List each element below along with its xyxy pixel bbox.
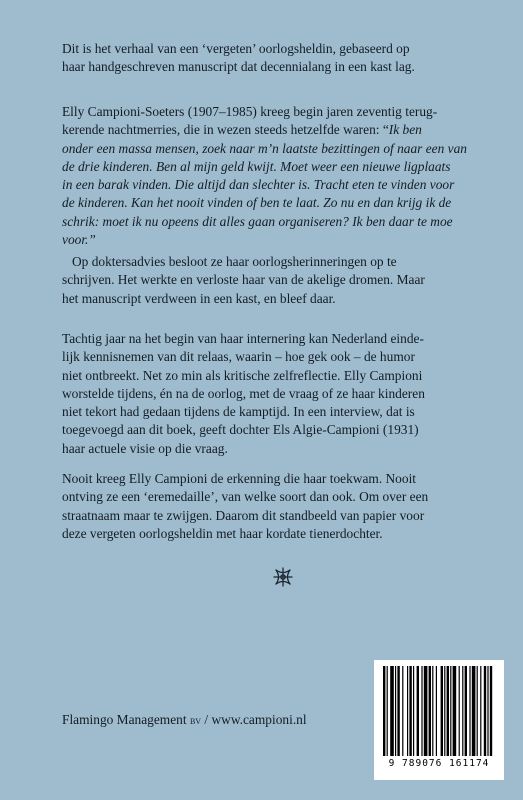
barcode-bar: [484, 666, 486, 756]
isbn-barcode: [374, 660, 504, 780]
quote-line: de kinderen. Kan het nooit vinden of ben te laat. Zo nu en dan krijg ik de: [62, 195, 452, 211]
barcode-bar: [444, 666, 445, 756]
barcode-bar: [472, 666, 476, 756]
doctor-advice-paragraph: [62, 253, 474, 308]
barcode-digits: 9 789076 161174: [388, 758, 490, 769]
barcode-bar: [387, 666, 388, 756]
text-line: Nooit kreeg Elly Campioni de erkenning die haar toekwam. Nooit: [62, 471, 417, 486]
text-line: [62, 121, 474, 139]
text-line: niet ontbreekt. Net zo min als kritische zelfreflectie. Elly Campioni: [62, 367, 423, 383]
barcode-bar: [432, 666, 433, 756]
barcode-bar: [424, 666, 428, 756]
barcode-bar: [413, 666, 414, 756]
text-line: toegevoegd aan dit boek, geeft dochter Els Algie-Campioni (1931): [62, 422, 419, 438]
text-line: Dit is het verhaal van een ‘vergeten’ oorlogsheldin, gebaseerd op: [62, 41, 410, 56]
quote-line: schrik: moet ik nu opeens dit alles gaan organiseren? Ik ben daar te moe: [62, 213, 453, 229]
separator: /: [201, 712, 212, 727]
text-fragment: kerende nachtmerries, die in wezen steeds hetzelfde waren: “: [62, 122, 389, 138]
barcode-bar: [453, 666, 457, 756]
quote-line: onder een massa mensen, zoek naar m’n laatste bezittingen of naar een van: [62, 140, 467, 156]
text-line: Elly Campioni-Soeters (1907–1985) kreeg begin jaren zeventig terug-: [62, 104, 438, 119]
fleuron-ornament-icon: [272, 566, 294, 588]
nightmare-paragraph: [62, 103, 474, 249]
internment-paragraph: [62, 330, 474, 458]
intro-paragraph: [62, 40, 474, 77]
barcode-bar: [417, 666, 419, 756]
barcode-bar: [407, 666, 408, 756]
publisher-line: [62, 711, 307, 729]
barcode-bar: [462, 666, 463, 756]
text-line: worstelde tijdens, én na de oorlog, met de vraag of ze haar kinderen: [62, 385, 425, 401]
text-line: haar actuele visie op die vraag.: [62, 440, 228, 456]
barcode-bar: [436, 666, 437, 756]
barcode-bar: [409, 666, 411, 756]
barcode-bar: [459, 666, 460, 756]
barcode-bar: [490, 666, 492, 756]
barcode-bar: [390, 666, 394, 756]
text-line: het manuscript verdween in een kast, en bleef daar.: [62, 290, 336, 306]
barcode-bar: [397, 666, 399, 756]
barcode-bar: [480, 666, 481, 756]
barcode-bar: [429, 666, 431, 756]
publisher-name: Flamingo Management: [62, 712, 187, 727]
quote-fragment: Ik ben: [388, 122, 422, 138]
barcode-bar: [469, 666, 470, 756]
barcode-bar: [450, 666, 451, 756]
text-line: ontving ze een ‘eremedaille’, van welke soort dan ook. Om over een: [62, 489, 429, 505]
text-line: schrijven. Het werkte en verloste haar van de akelige dromen. Maar: [62, 272, 425, 288]
publisher-url[interactable]: www.campioni.nl: [211, 712, 307, 727]
text-line: haar handgeschreven manuscript dat decennialang in een kast lag.: [62, 59, 415, 75]
text-line: straatnaam maar te zwijgen. Daarom dit standbeeld van papier voor: [62, 507, 425, 523]
text-line: lijk kennisnemen van dit relaas, waarin – hoe gek ook – de humor: [62, 349, 415, 365]
text-line: deze vergeten oorlogsheldin met haar kordate tienerdochter.: [62, 525, 383, 541]
text-line: Tachtig jaar na het begin van haar internering kan Nederland einde-: [62, 331, 424, 346]
barcode-bar: [383, 666, 385, 756]
quote-line: in een barak vinden. Die altijd dan slechter is. Tracht eten te vinden voor: [62, 177, 455, 193]
barcode-bars: [382, 666, 496, 756]
barcode-bar: [395, 666, 396, 756]
barcode-bar: [441, 666, 443, 756]
text-line: Op doktersadvies besloot ze haar oorlogsherinneringen op te: [72, 254, 397, 269]
publisher-suffix: bv: [189, 713, 202, 727]
quote-line: voor.”: [62, 232, 96, 248]
barcode-bar: [465, 666, 467, 756]
recognition-paragraph: [62, 470, 474, 543]
barcode-bar: [421, 666, 422, 756]
barcode-bar: [477, 666, 478, 756]
barcode-bar: [402, 666, 403, 756]
barcode-bar: [447, 666, 449, 756]
text-line: niet tekort had gedaan tijdens de kamptijd. In een interview, dat is: [62, 404, 415, 420]
quote-line: de drie kinderen. Ben al mijn geld kwijt. Moet weer een nieuwe ligplaats: [62, 158, 451, 174]
barcode-bar: [487, 666, 488, 756]
